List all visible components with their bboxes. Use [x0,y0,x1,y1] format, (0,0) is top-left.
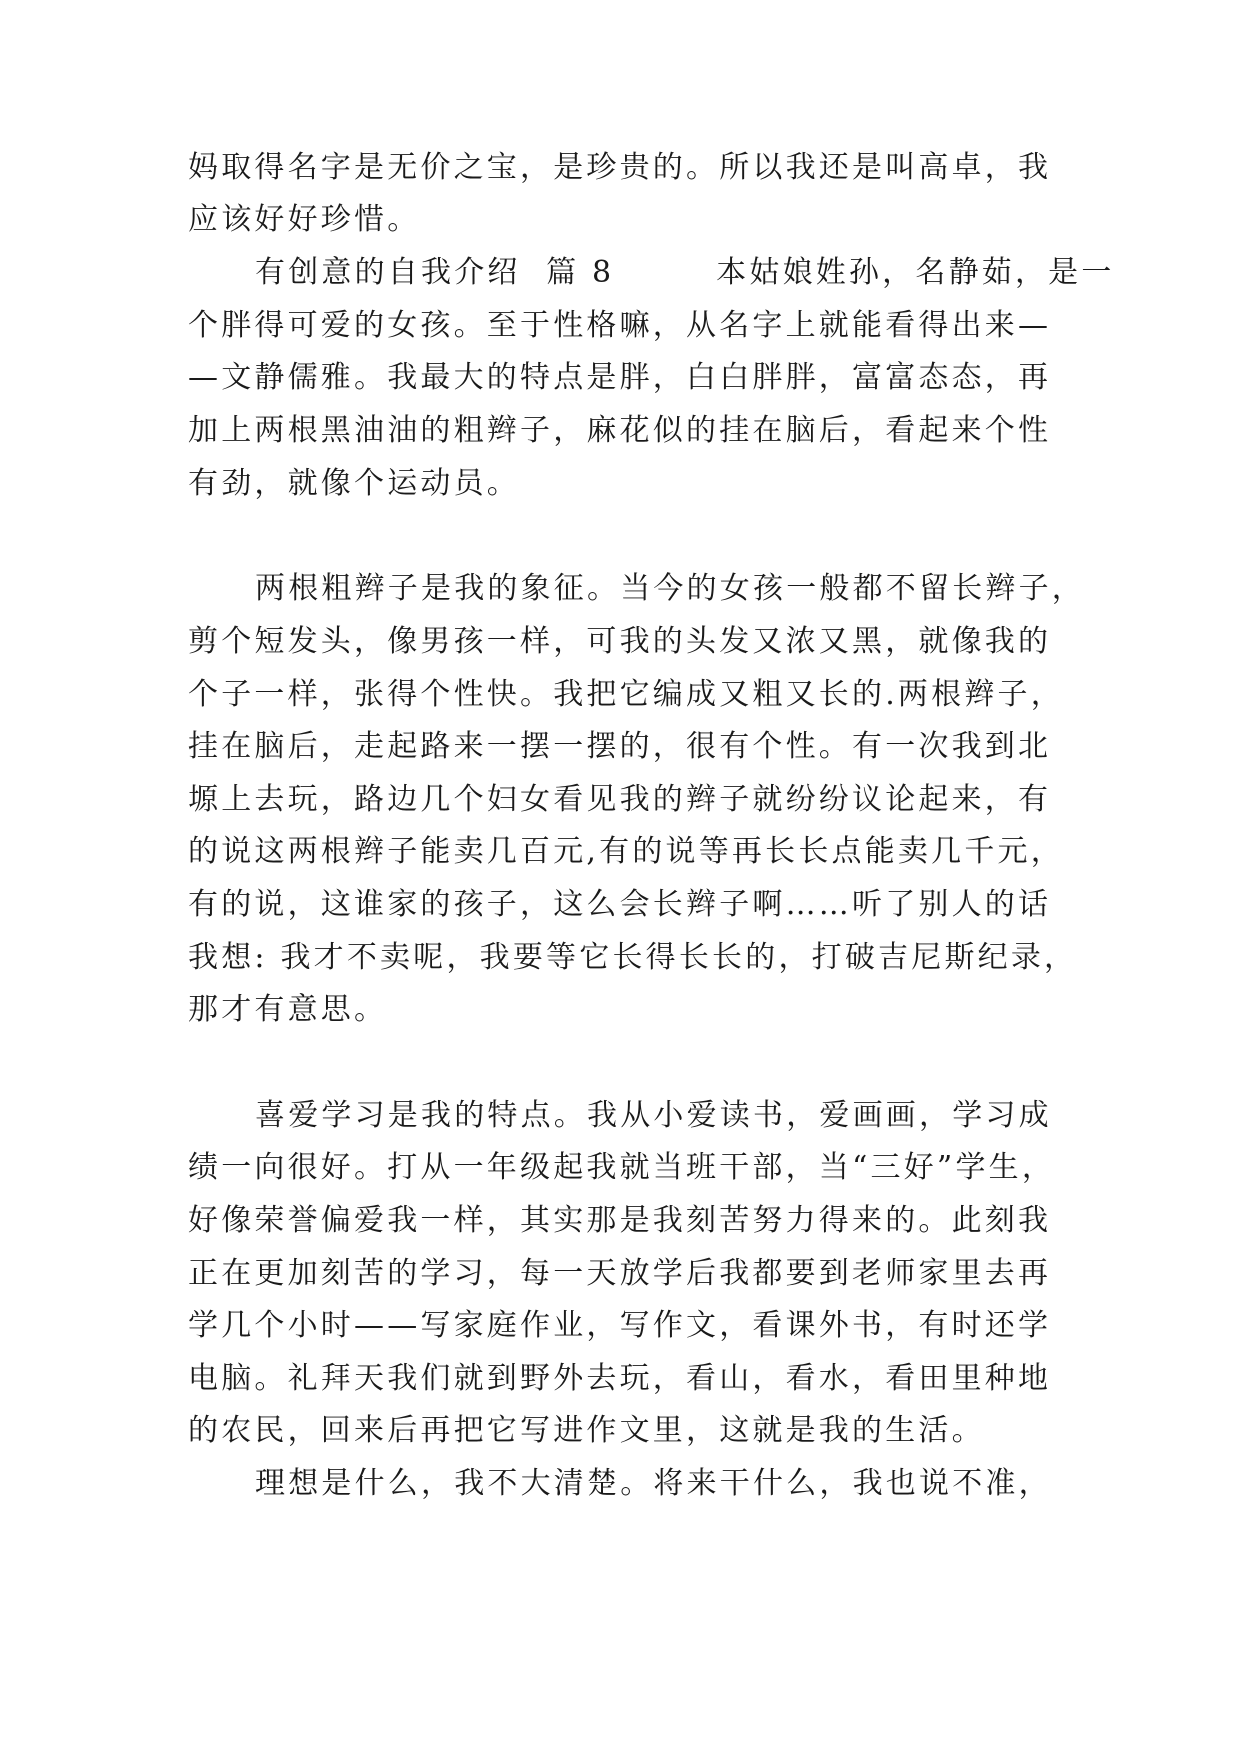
text-line: 个胖得可爱的女孩。至于性格嘛，从名字上就能看得出来— [188,308,1052,343]
text-line: 绩一向很好。打从一年级起我就当班干部，当“三好”学生， [188,1150,1056,1185]
text-line: 塬上去玩，路边几个妇女看见我的辫子就纷纷议论起来，有 [188,782,1052,817]
text-line: 的说这两根辫子能卖几百元,有的说等再长长点能卖几千元， [188,834,1064,869]
text-line: 个子一样，张得个性快。我把它编成又粗又长的.两根辫子， [188,677,1064,712]
text-line: 有的说，这谁家的孩子，这么会长辫子啊……听了别人的话 [188,887,1052,922]
text-line: 那才有意思。 [188,992,388,1027]
text-line: 应该好好珍惜。 [188,202,421,237]
text-line: 喜爱学习是我的特点。我从小爱读书，爱画画，学习成 [255,1098,1052,1133]
text-line: 我想: 我才不卖呢，我要等它长得长长的，打破吉尼斯纪录， [188,940,1078,975]
text-line: 剪个短发头，像男孩一样，可我的头发又浓又黑，就像我的 [188,624,1052,659]
text-line: 妈取得名字是无价之宝，是珍贵的。所以我还是叫高卓，我 [188,150,1052,185]
text-line: 加上两根黑油油的粗辫子，麻花似的挂在脑后，看起来个性 [188,413,1052,448]
text-line: 有劲，就像个运动员。 [188,466,520,501]
text-line: 两根粗辫子是我的象征。当今的女孩一般都不留长辫子， [255,571,1085,606]
text-line: 的农民，回来后再把它写进作文里，这就是我的生活。 [188,1413,985,1448]
text-line: 电脑。礼拜天我们就到野外去玩，看山，看水，看田里种地 [188,1361,1052,1396]
text-line: 有创意的自我介绍 篇 8 本姑娘姓孙，名静茹，是一 [255,255,1115,290]
text-line: 学几个小时——写家庭作业，写作文，看课外书，有时还学 [188,1308,1052,1343]
text-line: 正在更加刻苦的学习，每一天放学后我都要到老师家里去再 [188,1256,1052,1291]
text-line: 理想是什么，我不大清楚。将来干什么，我也说不准， [255,1466,1052,1501]
text-line: 好像荣誉偏爱我一样，其实那是我刻苦努力得来的。此刻我 [188,1203,1052,1238]
text-line: —文静儒雅。我最大的特点是胖，白白胖胖，富富态态，再 [188,360,1052,395]
text-line: 挂在脑后，走起路来一摆一摆的，很有个性。有一次我到北 [188,729,1052,764]
